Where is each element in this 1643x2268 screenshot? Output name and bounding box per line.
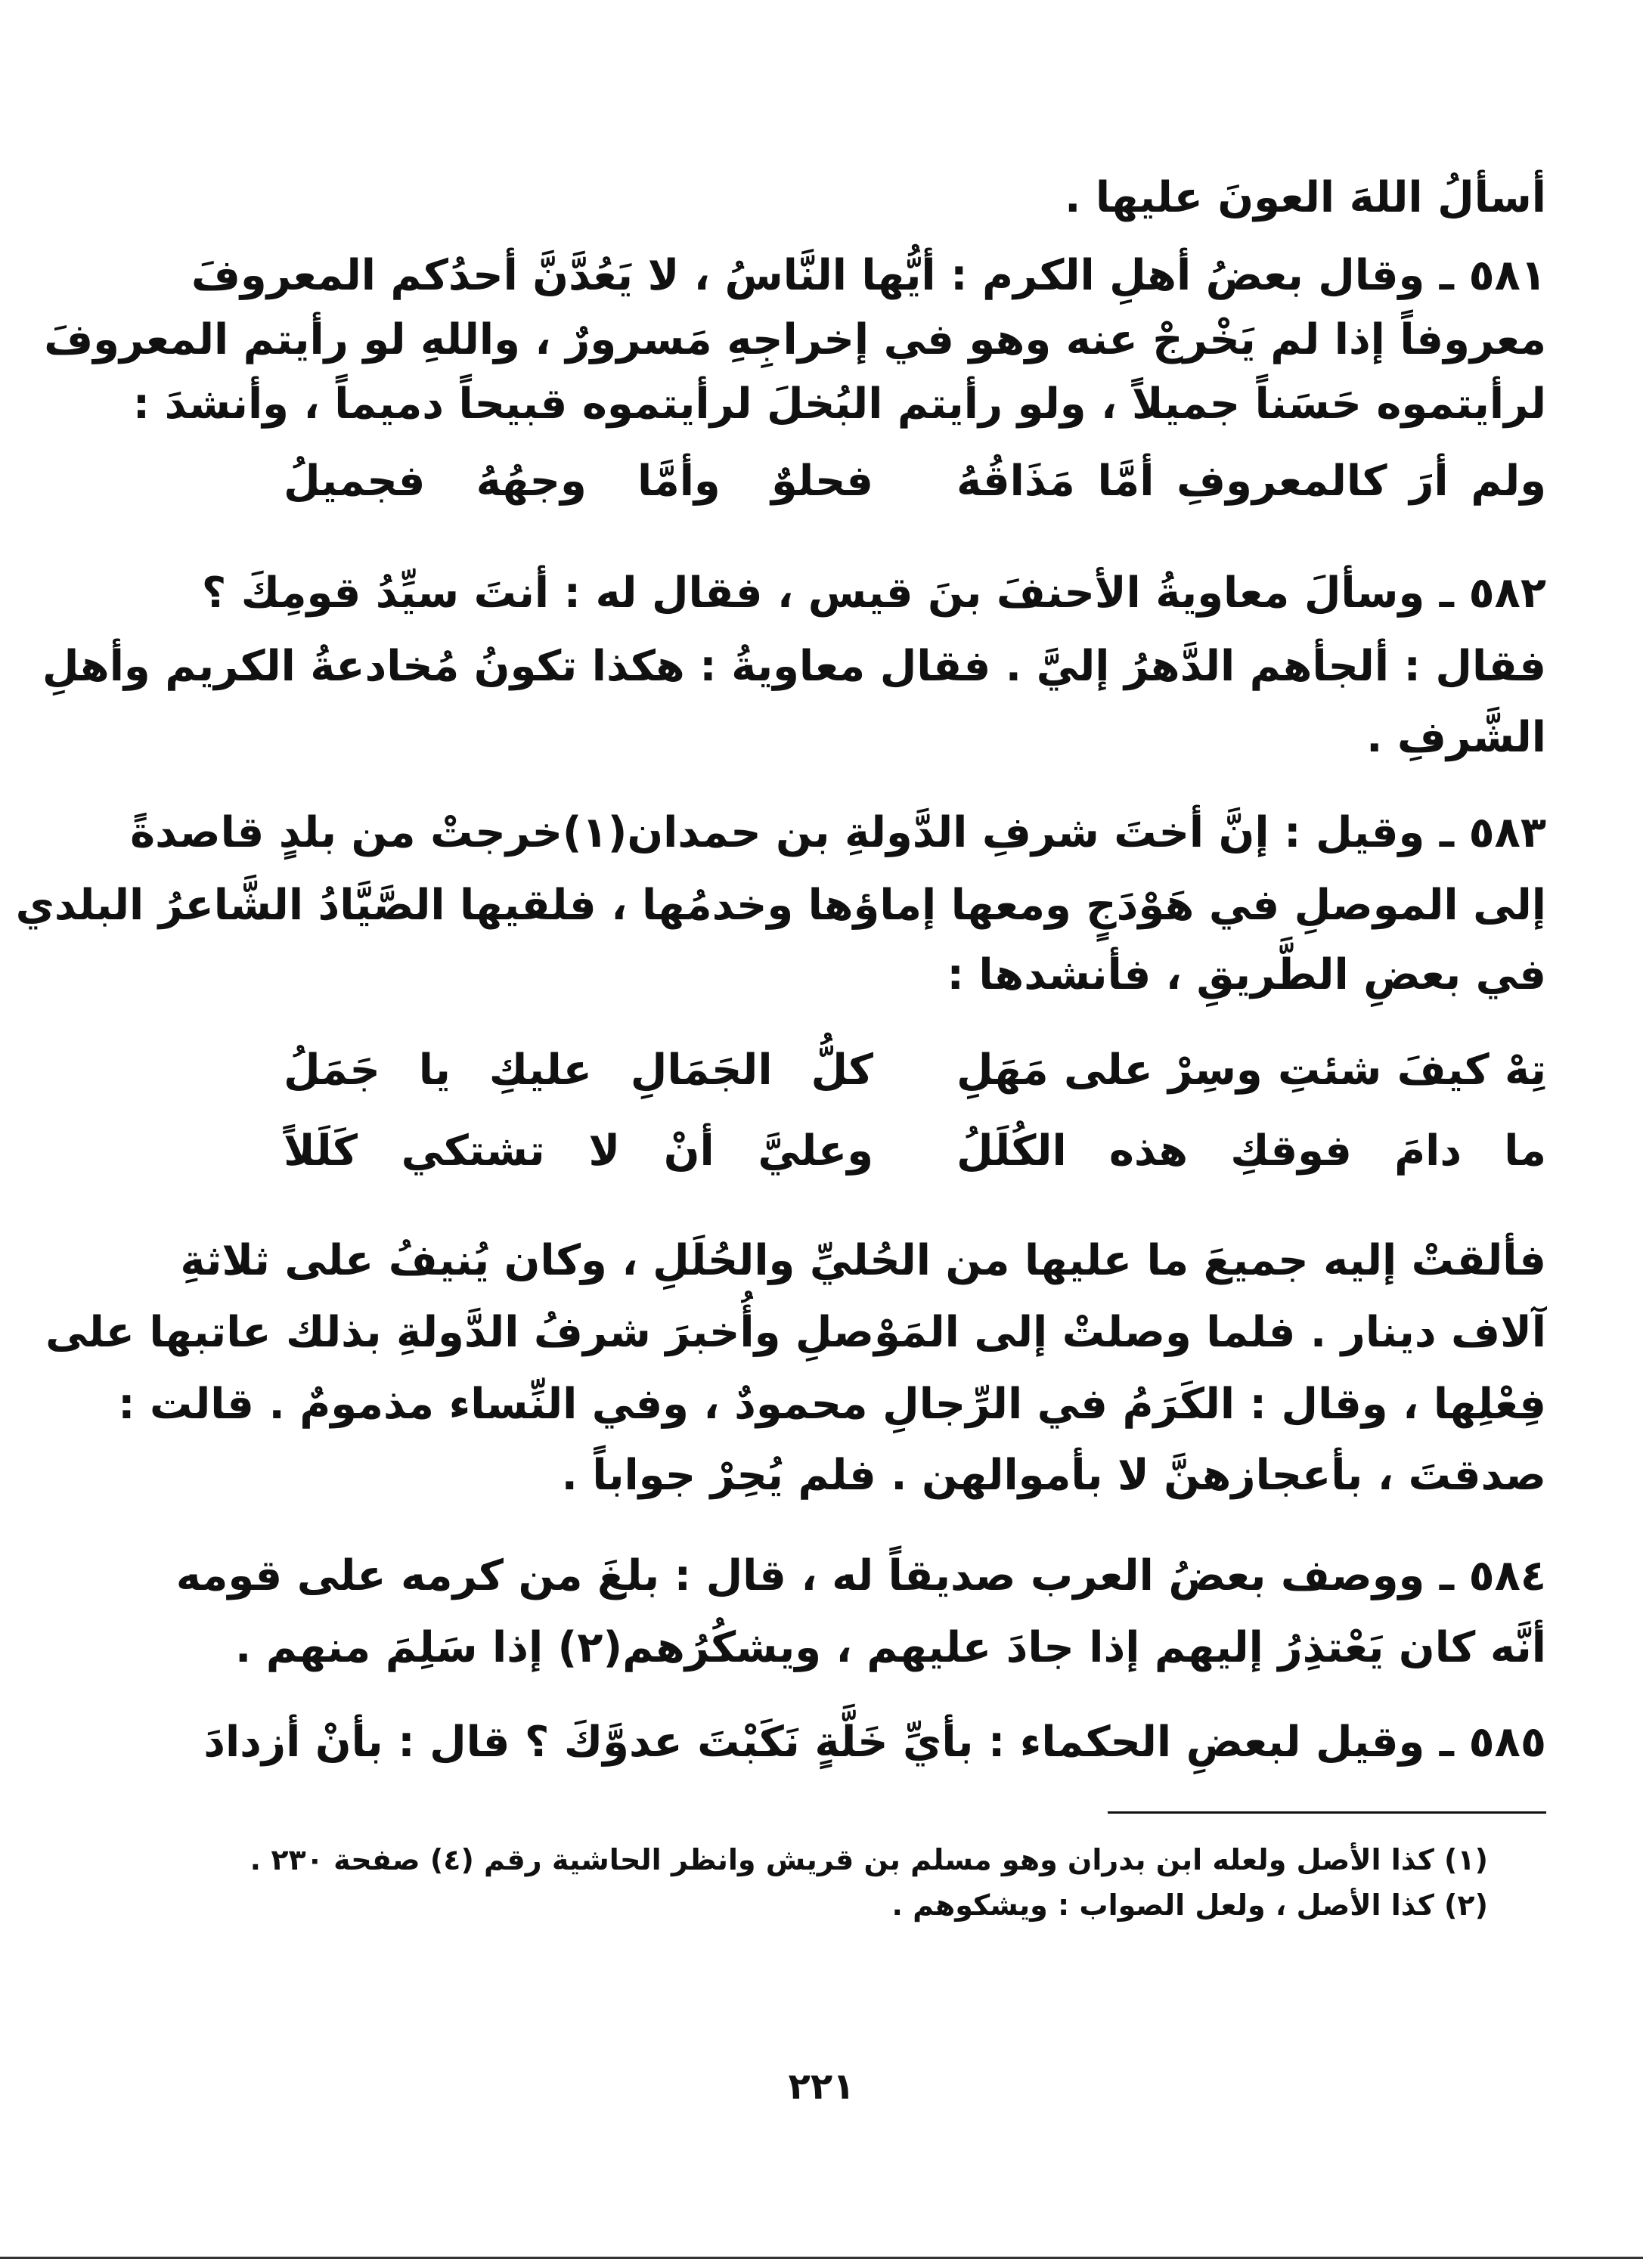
paragraph-584-line-1: ٥٨٤ ـ ووصف بعضُ العرب صديقاً له ، قال : بلغَ من كرمه على قومه — [175, 1551, 1546, 1600]
verse-1-second-hemistich: فحلوٌ وأمَّا وجهُهُ فجميلُ — [284, 457, 873, 506]
verse-3 — [284, 1121, 1546, 1182]
paragraph-582-line-3: الشَّرفِ . — [1366, 713, 1546, 762]
paragraph-581-line-2: معروفاً إذا لم يَخْرجْ عنه وهو في إخراجِهِ مَسرورٌ ، واللهِ لو رأيتم المعروفَ — [44, 315, 1546, 364]
verse-2-first-hemistich: تِهْ كيفَ شئتِ وسِرْ على مَهَلِ — [956, 1046, 1546, 1095]
text-line: أسألُ اللهَ العونَ عليها . — [1065, 173, 1546, 222]
page-number: ٢٢١ — [788, 2065, 855, 2108]
paragraph-581-line-3: لرأيتموه حَسَناً جميلاً ، ولو رأيتم البُخلَ لرأيتموه قبيحاً دميماً ، وأنشدَ : — [132, 380, 1546, 429]
paragraph-584-line-2: أنَّه كان يَعْتذِرُ إليهم إذا جادَ عليهم ، ويشكُرُهم(٢) إذا سَلِمَ منهم . — [235, 1623, 1546, 1672]
paragraph-582-line-2: فقال : ألجأهم الدَّهرُ إليَّ . فقال معاويةُ : هكذا تكونُ مُخادعةُ الكريم وأهلِ — [42, 642, 1546, 691]
paragraph-581-line-1: ٥٨١ ـ وقال بعضُ أهلِ الكرم : أيُّها النَّاسُ ، لا يَعُدَّنَّ أحدُكم المعروفَ — [191, 251, 1546, 300]
scan-bottom-edge — [0, 2257, 1643, 2259]
verse-1 — [284, 451, 1546, 512]
paragraph-583b-line-1: فألقتْ إليه جميعَ ما عليها من الحُليِّ والحُلَلِ ، وكان يُنيفُ على ثلاثةِ — [180, 1236, 1546, 1285]
verse-3-second-hemistich: وعليَّ أنْ لا تشتكي كَلَلاً — [284, 1126, 873, 1176]
verse-2-second-hemistich: كلُّ الجَمَالِ عليكِ يا جَمَلُ — [284, 1046, 873, 1095]
verse-2 — [284, 1040, 1546, 1101]
verse-3-first-hemistich: ما دامَ فوقكِ هذه الكُلَلُ — [956, 1126, 1546, 1176]
paragraph-583b-line-4: صدقتَ ، بأعجازهنَّ لا بأموالهن . فلم يُحِرْ جواباً . — [561, 1451, 1546, 1500]
paragraph-583-line-2: إلى الموصلِ في هَوْدَجٍ ومعها إماؤها وخدمُها ، فلقيها الصَّيَّادُ الشَّاعرُ البلدي — [15, 881, 1546, 930]
paragraph-583-line-3: في بعضِ الطَّريقِ ، فأنشدها : — [947, 950, 1546, 999]
paragraph-585-line-1: ٥٨٥ ـ وقيل لبعضِ الحكماء : بأيِّ خَلَّةٍ نَكَبْتَ عدوَّكَ ؟ قال : بأنْ أزدادَ — [203, 1718, 1546, 1767]
footnote-divider — [1108, 1811, 1546, 1814]
footnote-2: (٢) كذا الأصل ، ولعل الصواب : ويشكوهم . — [891, 1888, 1488, 1922]
paragraph-583-line-1: ٥٨٣ ـ وقيل : إنَّ أختَ شرفِ الدَّولةِ بن حمدان(١)خرجتْ من بلدٍ قاصدةً — [130, 808, 1546, 857]
paragraph-582-line-1: ٥٨٢ ـ وسألَ معاويةُ الأحنفَ بنَ قيس ، فقال له : أنتَ سيِّدُ قومِكَ ؟ — [201, 569, 1546, 618]
paragraph-583b-line-3: فِعْلِها ، وقال : الكَرَمُ في الرِّجالِ محمودٌ ، وفي النِّساء مذمومٌ . قالت : — [118, 1380, 1546, 1429]
paragraph-583b-line-2: آلاف دينار . فلما وصلتْ إلى المَوْصلِ وأُخبرَ شرفُ الدَّولةِ بذلك عاتبها على — [45, 1308, 1546, 1357]
footnote-1: (١) كذا الأصل ولعله ابن بدران وهو مسلم بن قريش وانظر الحاشية رقم (٤) صفحة ٢٣٠ . — [250, 1843, 1488, 1876]
verse-1-first-hemistich: ولم أرَ كالمعروفِ أمَّا مَذَاقُهُ — [956, 457, 1546, 506]
